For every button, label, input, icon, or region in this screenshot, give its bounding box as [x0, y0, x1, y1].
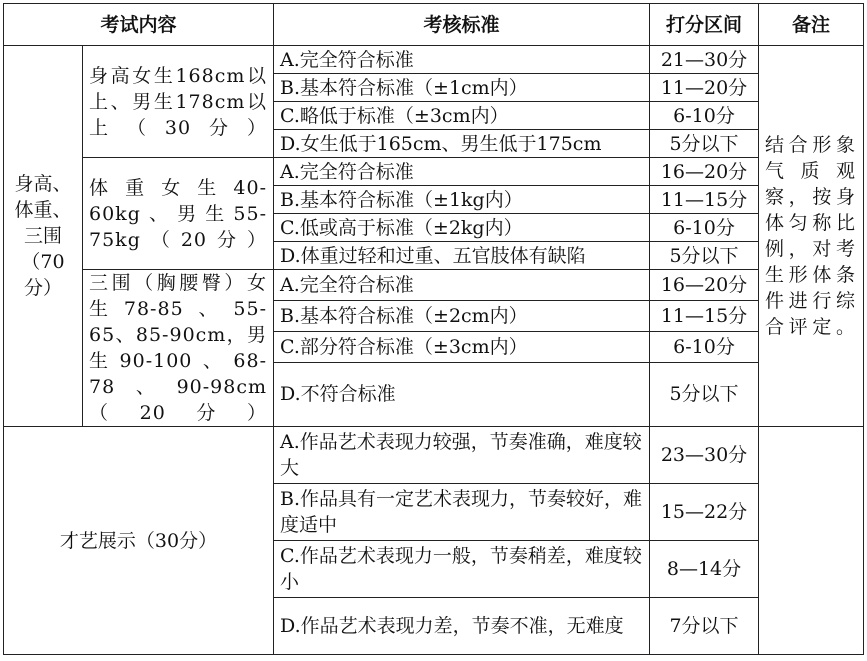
score-cell: 6-10分	[650, 102, 759, 130]
score-cell: 6-10分	[650, 214, 759, 242]
header-row	[4, 4, 864, 46]
standard-cell: B.作品具有一定艺术表现力，节奏较好，难度适中	[274, 484, 650, 541]
header-content: 考试内容	[4, 4, 274, 46]
score-cell: 16—20分	[650, 158, 759, 186]
score-cell: 6-10分	[650, 331, 759, 362]
table-row	[4, 46, 864, 74]
standard-cell: C.略低于标准（±3cm内）	[274, 102, 650, 130]
score-cell: 5分以下	[650, 362, 759, 426]
header-remark: 备注	[759, 4, 864, 46]
standard-cell: D.女生低于165cm、男生低于175cm	[274, 130, 650, 158]
table-row	[4, 158, 864, 186]
table-row	[4, 427, 864, 484]
score-cell: 11—15分	[650, 186, 759, 214]
section-label-talent: 才艺展示（30分）	[4, 427, 274, 655]
header-standard: 考核标准	[274, 4, 650, 46]
score-cell: 11—20分	[650, 74, 759, 102]
standard-cell: A.作品艺术表现力较强，节奏准确，难度较大	[274, 427, 650, 484]
section-label-body: 身高、体重、三围（70分）	[4, 46, 83, 427]
standard-cell: B.基本符合标准（±2cm内）	[274, 300, 650, 331]
score-cell: 23—30分	[650, 427, 759, 484]
standard-cell: B.基本符合标准（±1kg内）	[274, 186, 650, 214]
standard-cell: D.作品艺术表现力差，节奏不准，无难度	[274, 598, 650, 655]
scoring-table	[3, 3, 864, 655]
item-height: 身高女生168cm以上、男生178cm以上（30分）	[83, 46, 274, 158]
standard-cell: D.体重过轻和过重、五官肢体有缺陷	[274, 242, 650, 270]
score-cell: 5分以下	[650, 130, 759, 158]
table-row	[4, 270, 864, 301]
standard-cell: A.完全符合标准	[274, 270, 650, 301]
standard-cell: A.完全符合标准	[274, 158, 650, 186]
score-cell: 8—14分	[650, 541, 759, 598]
score-cell: 21—30分	[650, 46, 759, 74]
header-score-range: 打分区间	[650, 4, 759, 46]
score-cell: 15—22分	[650, 484, 759, 541]
remark-cell: 结合形象气质观察，按身体匀称比例，对考生形体条件进行综合评定。	[759, 46, 864, 427]
standard-cell: B.基本符合标准（±1cm内）	[274, 74, 650, 102]
score-cell: 11—15分	[650, 300, 759, 331]
standard-cell: A.完全符合标准	[274, 46, 650, 74]
standard-cell: C.作品艺术表现力一般，节奏稍差，难度较小	[274, 541, 650, 598]
score-cell: 7分以下	[650, 598, 759, 655]
score-cell: 16—20分	[650, 270, 759, 301]
standard-cell: C.低或高于标准（±2kg内）	[274, 214, 650, 242]
item-measurements: 三围（胸腰臀）女生78-85、55-65、85-90cm，男生90-100、68-78、90-98cm（20分）	[83, 270, 274, 427]
item-weight: 体重女生40-60kg、男生55-75kg（20分）	[83, 158, 274, 270]
score-cell: 5分以下	[650, 242, 759, 270]
standard-cell: D.不符合标准	[274, 362, 650, 426]
remark-cell-empty	[759, 427, 864, 655]
standard-cell: C.部分符合标准（±3cm内）	[274, 331, 650, 362]
